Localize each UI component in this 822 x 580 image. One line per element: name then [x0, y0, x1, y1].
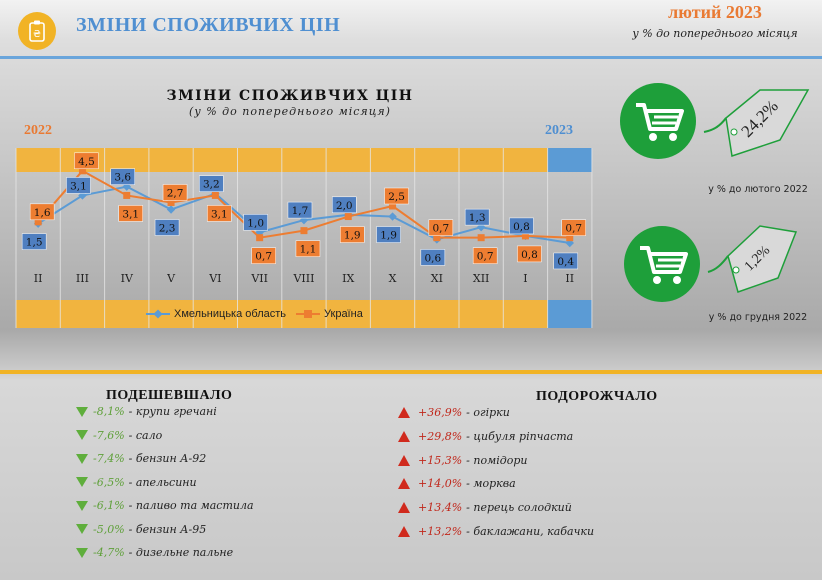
logo-icon: [18, 12, 56, 50]
legend-label-region: Хмельницька область: [174, 308, 287, 320]
x-tick-label: VIII: [293, 272, 315, 285]
stat-value-mom: 1,2%: [742, 243, 774, 275]
pricier-pct: +15,3%: [418, 453, 463, 467]
pricier-pct: +14,0%: [418, 477, 463, 491]
cart-icon: [620, 83, 696, 159]
up-arrow-icon: [398, 502, 410, 513]
cheaper-pct: -6,1%: [93, 499, 125, 512]
data-label: 3,6: [114, 171, 132, 184]
chart-legend: [146, 308, 363, 320]
down-arrow-icon: [76, 501, 88, 511]
data-label: 2,5: [388, 191, 405, 203]
data-label: 0,7: [255, 250, 273, 263]
cheaper-text: - дизельне пальне: [128, 546, 234, 559]
data-label: 3,1: [122, 208, 140, 221]
x-tick-label: VI: [209, 272, 222, 285]
pricier-text: - перець солодкий: [466, 501, 572, 515]
down-arrow-icon: [76, 524, 88, 534]
x-tick-label: X: [388, 272, 397, 285]
pricier-text: - морква: [466, 477, 516, 491]
up-arrow-icon: [398, 431, 410, 442]
data-label: 2,7: [166, 187, 184, 200]
cheaper-pct: -5,0%: [93, 522, 125, 536]
band-bottom-2023: [548, 300, 592, 328]
cheaper-item: [76, 405, 217, 418]
x-axis-labels: [34, 272, 574, 285]
data-point-ukraine: [212, 192, 219, 199]
cheaper-title: ПОДЕШЕВШАЛО: [106, 388, 233, 403]
data-label: 1,9: [380, 229, 397, 242]
data-point-ukraine: [345, 213, 352, 220]
up-arrow-icon: [398, 478, 410, 489]
cheaper-item: [76, 429, 162, 442]
cheaper-item: [76, 452, 206, 465]
section-divider: [0, 370, 822, 374]
cheaper-item: [76, 499, 254, 512]
pricier-text: - баклажани, кабачки: [466, 525, 595, 538]
data-label: 3,1: [70, 180, 87, 193]
stat-value-yoy: 24,2%: [737, 96, 782, 141]
cheaper-text: - бензин А-92: [128, 452, 207, 465]
pricier-item: [398, 525, 594, 538]
pricier-pct: +13,4%: [418, 501, 463, 515]
x-tick-label: IV: [120, 272, 133, 285]
pricier-item: [398, 454, 527, 467]
year-label-2023: 2023: [545, 123, 573, 138]
x-tick-label: V: [167, 272, 176, 285]
data-label: 0,7: [565, 222, 583, 235]
chart-title: ЗМІНИ СПОЖИВЧИХ ЦІН: [166, 88, 414, 104]
up-arrow-icon: [398, 407, 410, 418]
x-tick-label: III: [75, 272, 89, 285]
data-label: 0,6: [424, 252, 442, 265]
price-change-chart: [0, 130, 600, 330]
x-tick-label: IX: [342, 272, 355, 285]
chart-bands: [16, 148, 592, 328]
data-label: 0,4: [557, 255, 575, 268]
data-label: 0,7: [476, 250, 494, 263]
cheaper-pct: -6,5%: [93, 475, 125, 489]
data-label: 1,6: [33, 206, 51, 219]
pricier-item: [398, 430, 573, 443]
cheaper-pct: -8,1%: [93, 405, 125, 418]
pricier-text: - помідори: [466, 453, 528, 467]
up-arrow-icon: [398, 526, 410, 537]
pricier-item: [398, 477, 516, 490]
pricier-pct: +29,8%: [418, 429, 463, 443]
report-date: лютий 2023: [668, 2, 762, 22]
stat-label-mom: у % до грудня 2022: [708, 312, 808, 323]
data-label: 2,3: [158, 222, 176, 235]
x-tick-label: I: [523, 272, 528, 285]
down-arrow-icon: [76, 430, 88, 440]
chart-subtitle: (у % до попереднього місяця): [189, 105, 391, 118]
cheaper-text: - апельсини: [128, 475, 197, 489]
report-subtitle: у % до попереднього місяця: [632, 27, 798, 40]
cheaper-pct: -7,6%: [93, 428, 125, 442]
data-point-ukraine: [256, 234, 263, 241]
pricier-item: [398, 406, 510, 419]
legend-item-region: [146, 308, 286, 320]
x-tick-label: XII: [472, 272, 490, 285]
stat-label-yoy: у % до лютого 2022: [708, 184, 808, 195]
cheaper-text: - бензин А-95: [128, 522, 207, 536]
data-label: 0,8: [521, 248, 538, 261]
data-label: 1,7: [291, 205, 309, 218]
data-label: 4,5: [78, 155, 95, 168]
pricier-pct: +13,2%: [418, 525, 463, 538]
cheaper-item: [76, 546, 233, 559]
cheaper-pct: -7,4%: [93, 452, 125, 465]
up-arrow-icon: [398, 455, 410, 466]
pricier-title: ПОДОРОЖЧАЛО: [536, 389, 658, 404]
data-label: 3,1: [210, 208, 228, 221]
down-arrow-icon: [76, 548, 88, 558]
pricier-pct: +36,9%: [418, 406, 463, 419]
x-tick-label: XI: [430, 272, 443, 285]
data-label: 1,9: [343, 229, 361, 242]
x-tick-label: VII: [251, 272, 268, 285]
pricier-item: [398, 501, 572, 514]
cheaper-pct: -4,7%: [93, 546, 125, 559]
page-title: ЗМІНИ СПОЖИВЧИХ ЦІН: [76, 14, 341, 36]
data-label: 0,7: [432, 222, 450, 235]
pricier-text: - огірки: [466, 406, 510, 419]
cheaper-item: [76, 476, 197, 489]
band-top-2023: [548, 148, 592, 172]
legend-marker-ukraine: [296, 309, 320, 319]
x-tick-label: II: [565, 272, 575, 285]
data-point-ukraine: [478, 234, 485, 241]
svg-text:₴: ₴: [33, 29, 41, 40]
data-point-ukraine: [300, 227, 307, 234]
cheaper-text: - паливо та мастила: [128, 499, 254, 512]
down-arrow-icon: [76, 407, 88, 417]
data-point-ukraine: [123, 192, 130, 199]
data-label: 2,0: [335, 199, 353, 212]
header-divider: [0, 56, 822, 59]
data-label: 1,3: [468, 212, 486, 225]
data-point-region: [167, 205, 175, 213]
cheaper-text: - крупи гречані: [128, 405, 217, 418]
legend-label-ukraine: Україна: [324, 308, 363, 320]
pricier-text: - цибуля ріпчаста: [466, 429, 574, 443]
data-label: 1,5: [25, 236, 43, 249]
data-label: 0,8: [513, 220, 530, 233]
data-point-region: [388, 212, 396, 220]
down-arrow-icon: [76, 454, 88, 464]
data-label: 1,1: [299, 243, 317, 256]
data-label: 3,2: [202, 178, 220, 191]
x-tick-label: II: [33, 272, 43, 285]
year-label-2022: 2022: [24, 123, 52, 138]
data-label: 1,0: [247, 217, 265, 230]
cart-icon: [624, 226, 700, 302]
cheaper-text: - сало: [128, 428, 163, 442]
legend-marker-region: [146, 309, 170, 319]
legend-item-ukraine: [296, 308, 363, 320]
down-arrow-icon: [76, 477, 88, 487]
cheaper-item: [76, 523, 206, 536]
